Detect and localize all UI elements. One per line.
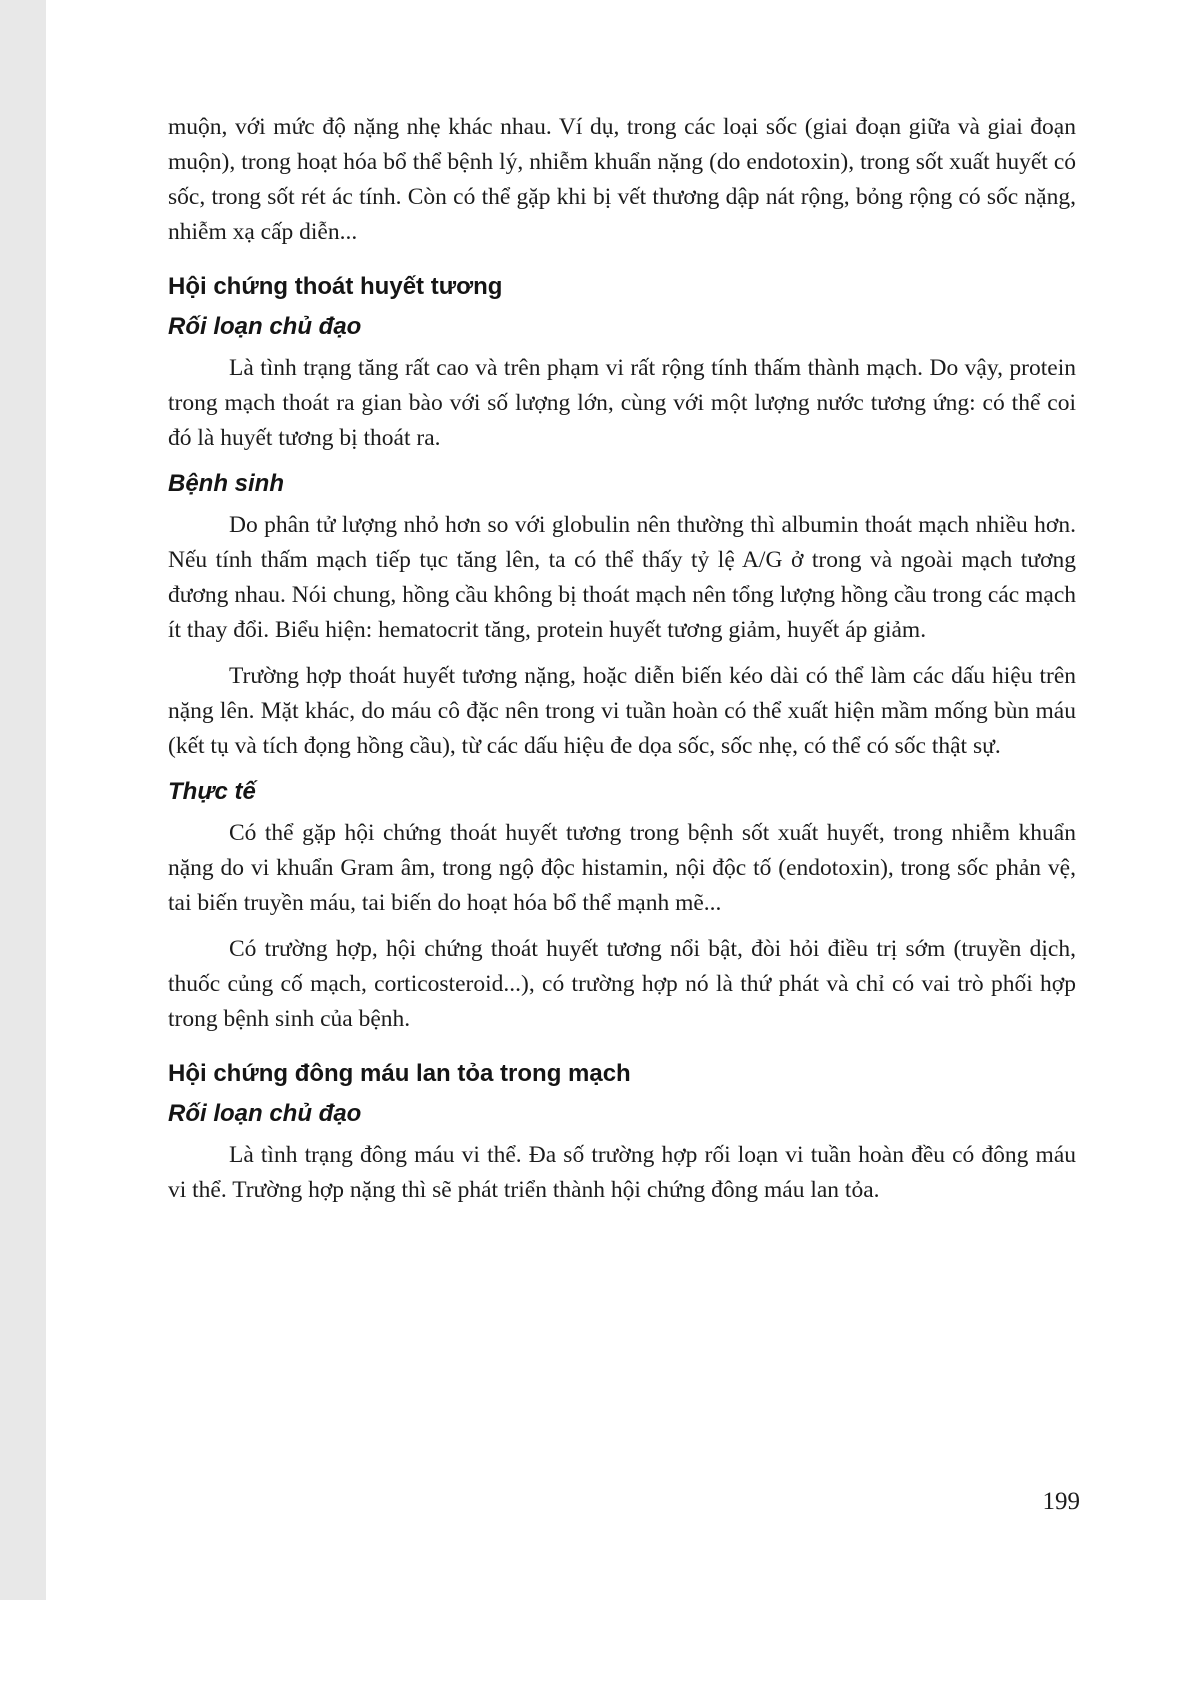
section-title-dic: Hội chứng đông máu lan tỏa trong mạch xyxy=(168,1060,631,1087)
subheading-main-disorder-dic: Rối loạn chủ đạo xyxy=(168,1100,362,1127)
paragraph-pathogenesis-1: Do phân tử lượng nhỏ hơn so với globulin nên thường thì albumin thoát mạch nhiều hơn. Nếu tính thấm mạch tiếp tục tăng lên, ta có thể thấy tỷ lệ A/G ở trong và ngoài mạch tương đương nhau. Nói chung, hồng cầu không bị thoát mạch nên tổng lượng hồng cầu trong các mạch ít thay đổi. Biểu hiện: hematocrit tăng, protein huyết tương giảm, huyết áp giảm. xyxy=(168,512,1076,643)
page-bottom-area xyxy=(0,1600,1191,1685)
paragraph-practice-2: Có trường hợp, hội chứng thoát huyết tương nổi bật, đòi hỏi điều trị sớm (truyền dịch, thuốc củng cố mạch, corticosteroid...), có trường hợp nó là thứ phát và chỉ có vai trò phối hợp trong bệnh sinh của bệnh. xyxy=(168,936,1076,1032)
subheading-practice: Thực tế xyxy=(168,778,256,805)
paragraph-main-disorder-dic: Là tình trạng đông máu vi thể. Đa số trường hợp rối loạn vi tuần hoàn đều có đông máu vi thể. Trường hợp nặng thì sẽ phát triển thành hội chứng đông máu lan tỏa. xyxy=(168,1142,1076,1203)
page-number: 199 xyxy=(1042,1488,1080,1515)
section-title-plasma-leakage: Hội chứng thoát huyết tương xyxy=(168,273,503,300)
book-page xyxy=(168,110,1076,1219)
scan-margin-strip xyxy=(0,0,46,1600)
paragraph-practice-1: Có thể gặp hội chứng thoát huyết tương trong bệnh sốt xuất huyết, trong nhiễm khuẩn nặng do vi khuẩn Gram âm, trong ngộ độc histamin, nội độc tố (endotoxin), trong sốc phản vệ, tai biến truyền máu, tai biến do hoạt hóa bổ thể mạnh mẽ... xyxy=(168,820,1076,916)
subheading-main-disorder: Rối loạn chủ đạo xyxy=(168,313,362,340)
intro-paragraph: muộn, với mức độ nặng nhẹ khác nhau. Ví dụ, trong các loại sốc (giai đoạn giữa và giai đoạn muộn), trong hoạt hóa bổ thể bệnh lý, nhiễm khuẩn nặng (do endotoxin), trong sốt xuất huyết có sốc, trong sốt rét ác tính. Còn có thể gặp khi bị vết thương dập nát rộng, bỏng rộng có sốc nặng, nhiễm xạ cấp diễn... xyxy=(168,114,1076,245)
paragraph-pathogenesis-2: Trường hợp thoát huyết tương nặng, hoặc diễn biến kéo dài có thể làm các dấu hiệu trên nặng lên. Mặt khác, do máu cô đặc nên trong vi tuần hoàn có thể xuất hiện mầm mống bùn máu (kết tụ và tích đọng hồng cầu), từ các dấu hiệu đe dọa sốc, sốc nhẹ, có thể có sốc thật sự. xyxy=(168,663,1076,759)
paragraph-main-disorder: Là tình trạng tăng rất cao và trên phạm vi rất rộng tính thấm thành mạch. Do vậy, protein trong mạch thoát ra gian bào với số lượng lớn, cùng với một lượng nước tương ứng: có thể coi đó là huyết tương bị thoát ra. xyxy=(168,355,1076,451)
subheading-pathogenesis: Bệnh sinh xyxy=(168,470,285,497)
